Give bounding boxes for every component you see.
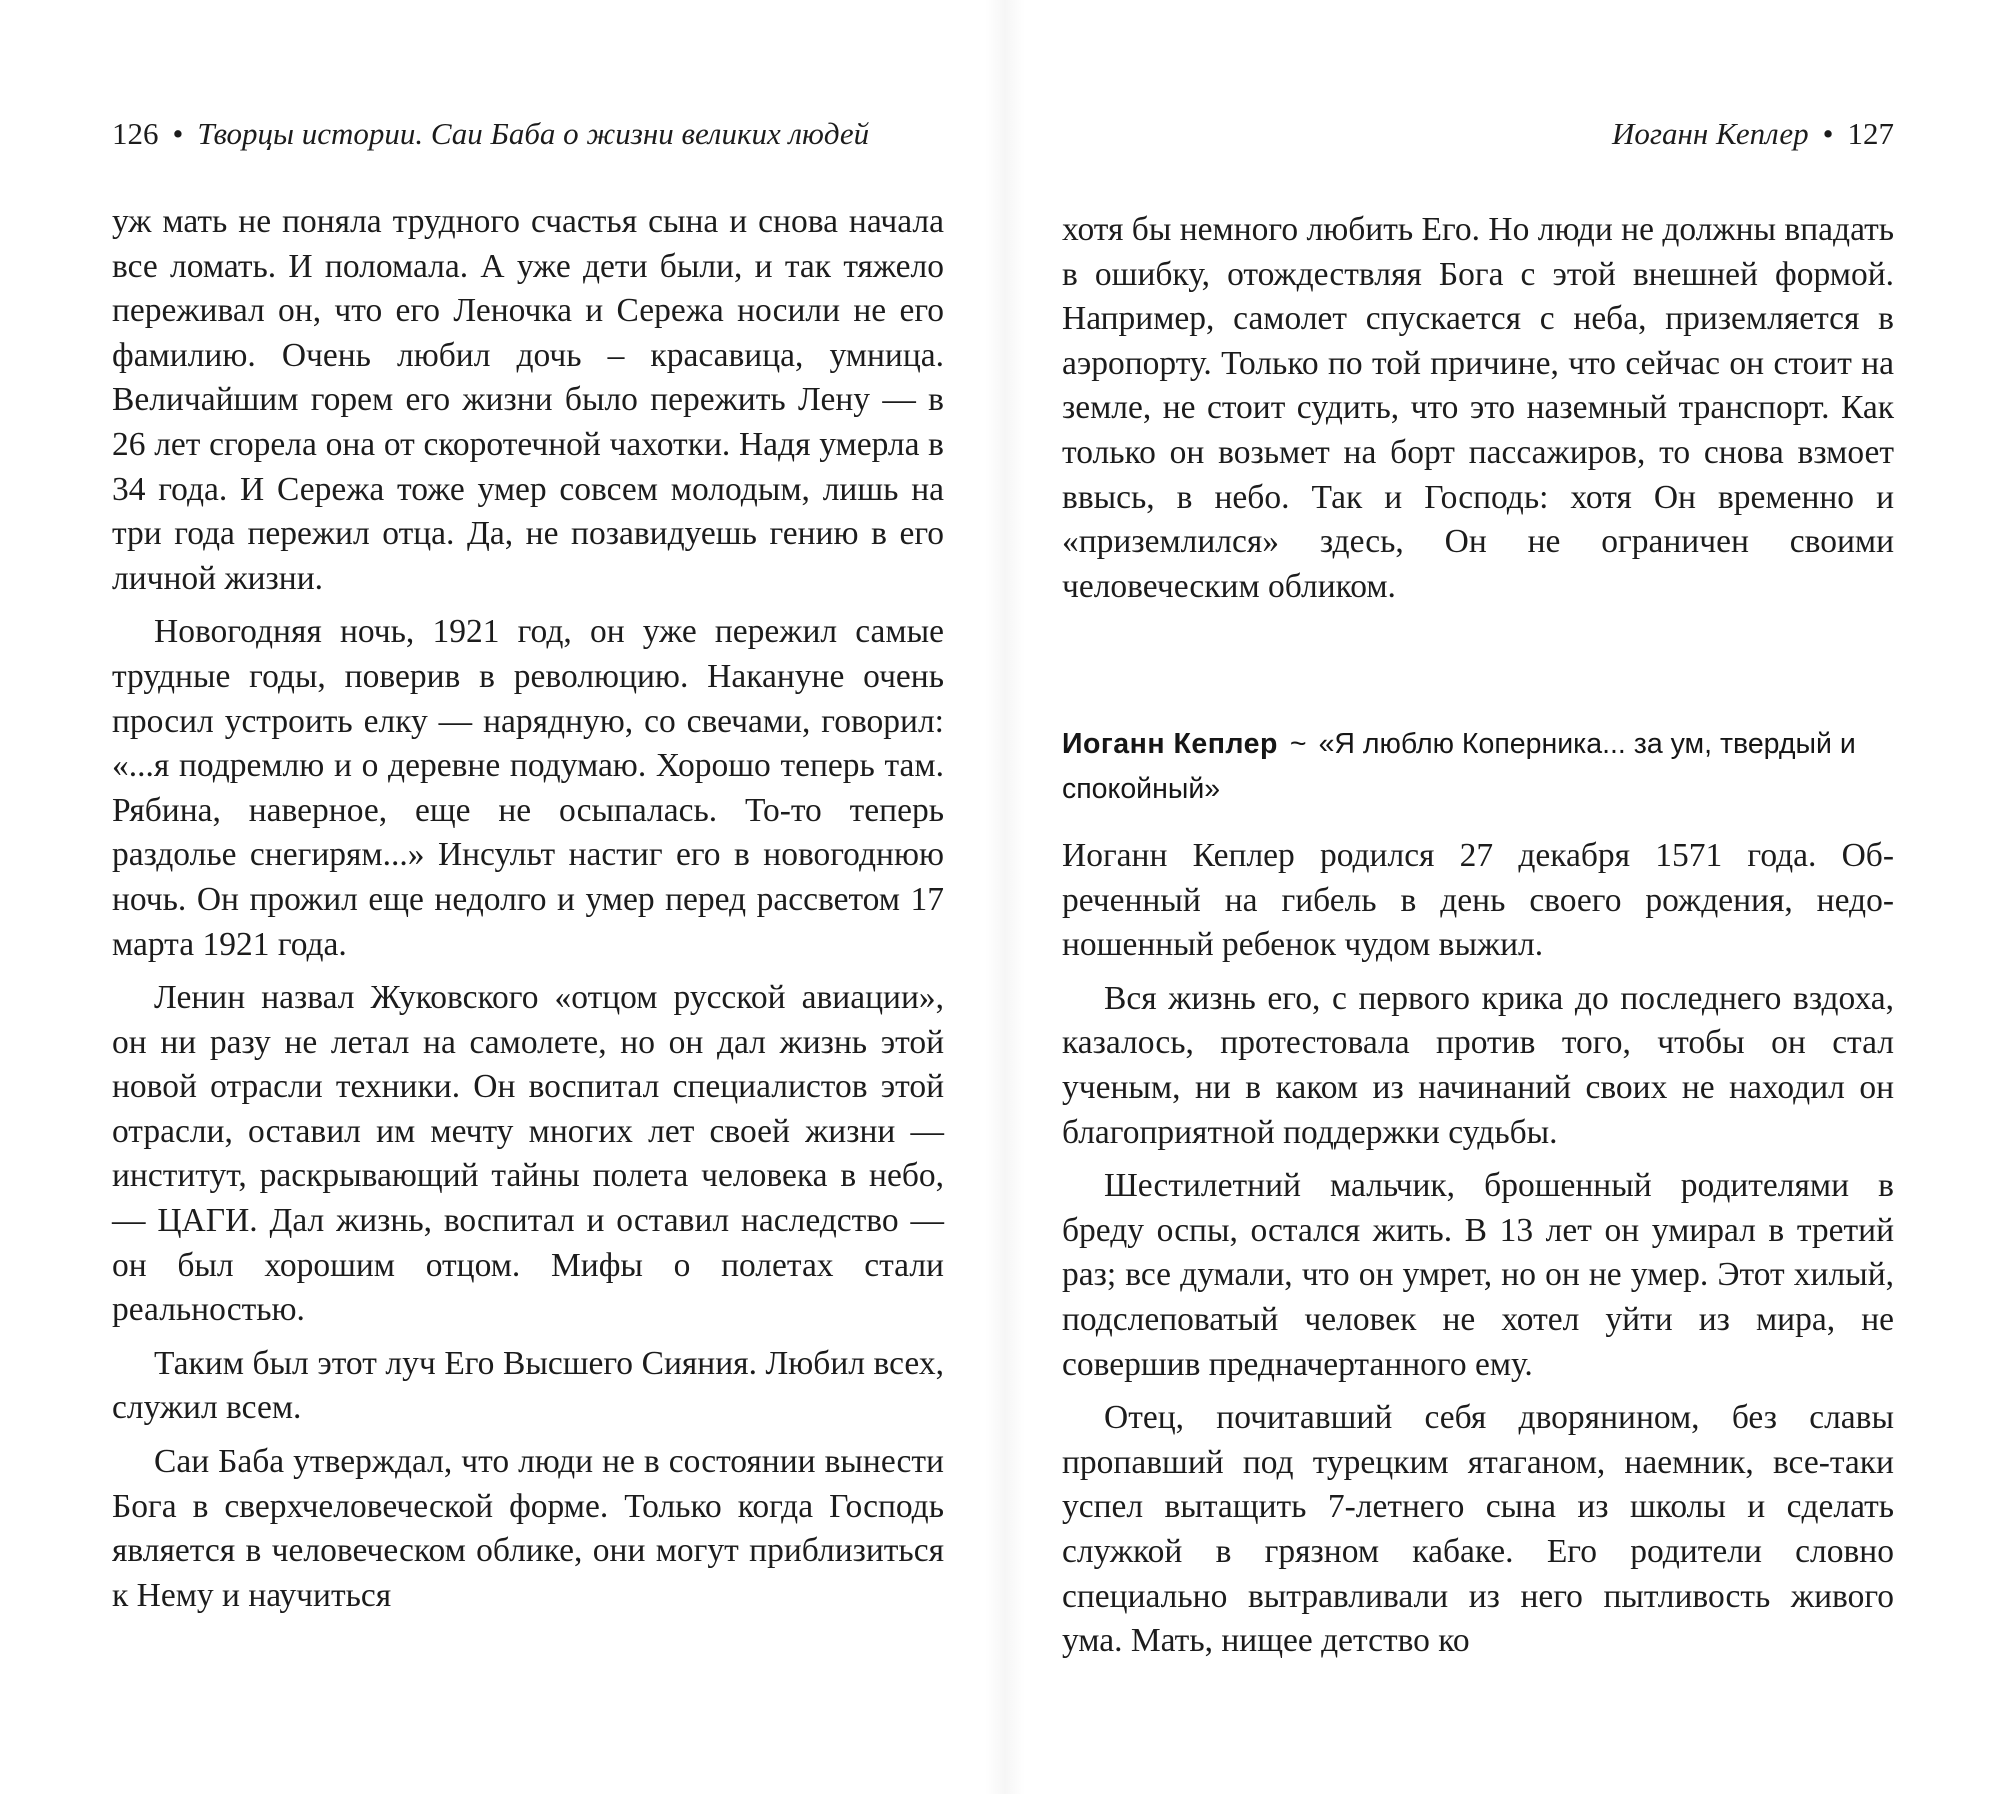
- right-page-number: 127: [1847, 116, 1894, 151]
- right-running-head: [1062, 114, 1894, 154]
- section-heading-quote: «Я люблю Коперника... за ум, твердый и спокойный»: [1062, 728, 1856, 805]
- right-paragraph-1: Иоганн Кеплер родился 27 декабря 1571 года. Обреченный на гибель в день своего рождения, недоношенный ребенок чудом выжил.: [1062, 837, 1894, 964]
- right-page: [1062, 0, 1894, 1794]
- chapter-title: Иоганн Кеплер: [1612, 116, 1809, 151]
- left-paragraph-4: Таким был этот луч Его Высшего Сияния. Любил всех, служил всем.: [112, 1344, 944, 1427]
- left-running-head: [112, 114, 944, 154]
- right-continuation-paragraph: хотя бы немного любить Его. Но люди не должны впадать в ошибку, отождествляя Бога с этой внешней формой. Например, самолет спускается с неба, приземляется в аэропорту. Только по той причине, что сейчас он стоит на земле, не стоит судить, что это наземный транспорт. Как только он возьмет на борт пассажиров, то снова взмоет ввысь, в небо. Так и Господь: хотя Он временно и «приземлился» здесь, Он не ограничен своими человеческим обликом.: [1062, 211, 1894, 605]
- section-heading: [1062, 722, 1894, 812]
- right-body-text: [1062, 834, 1894, 1673]
- section-heading-name: Иоганн Кеплер: [1062, 728, 1278, 760]
- left-paragraph-1: уж мать не поняла трудного счастья сына и снова начала все ломать. И поломала. А уже дети были, и так тяжело переживал он, что его Леночка и Сережа носили не его фамилию. Очень любил дочь – красавица, умница. Величайшим горем его жизни было пережить Лену — в 26 лет сгорела она от скоротечной чахотки. Надя умерла в 34 года. И Сережа тоже умер совсем молодым, лишь на три года пережил отца. Да, не позавидуешь гению в его личной жизни.: [112, 203, 944, 597]
- right-head-separator: •: [1822, 116, 1834, 151]
- right-top-text: [1062, 208, 1894, 618]
- left-page: [112, 0, 944, 1794]
- right-paragraph-4: Отец, почитавший себя дворянином, без славы пропавший под турецким ятаганом, наемник, все-таки успел вытащить 7-летнего сына из школы и сделать служкой в грязном кабаке. Его родители словно специально вытравливали из него пытливость живого ума. Мать, нищее детство ко: [1062, 1399, 1894, 1660]
- left-body-text: [112, 200, 944, 1627]
- left-paragraph-2: Новогодняя ночь, 1921 год, он уже пережил самые трудные годы, поверив в революцию. Накануне очень просил устроить елку — нарядную, со свечами, говорил: «...я подремлю и о деревне подумаю. Хорошо теперь там. Рябина, наверное, еще не осыпалась. То-то теперь раздолье снегирям...» Инсульт настиг его в новогоднюю ночь. Он прожил еще недолго и умер перед рассветом 17 марта 1921 года.: [112, 613, 944, 963]
- book-title: Творцы истории. Саи Баба о жизни великих людей: [197, 116, 870, 151]
- section-heading-separator: ~: [1289, 728, 1307, 760]
- left-page-number: 126: [112, 116, 159, 151]
- right-paragraph-2: Вся жизнь его, с первого крика до последнего вздоха, казалось, протестовала против того, чтобы он стал ученым, ни в каком из начинаний своих не находил он благоприятной поддержки судьбы.: [1062, 979, 1894, 1151]
- left-head-separator: •: [172, 116, 184, 151]
- left-paragraph-3: Ленин назвал Жуковского «отцом русской авиации», он ни разу не летал на самолете, но он дал жизнь этой новой отрасли техники. Он воспитал специалистов этой отрасли, оставил им мечту многих лет своей жизни — институт, раскрывающий тайны полета человека в небо, — ЦАГИ. Дал жизнь, воспитал и оставил наследство — он был хорошим отцом. Мифы о полетах стали реальностью.: [112, 979, 944, 1329]
- left-paragraph-5: Саи Баба утверждал, что люди не в состоянии вынести Бога в сверхчеловеческой форме. Только когда Господь является в человеческом облике, они могут приблизиться к Нему и научиться: [112, 1443, 944, 1614]
- right-paragraph-3: Шестилетний мальчик, брошенный родителями в бреду оспы, остался жить. В 13 лет он умирал в третий раз; все думали, что он умрет, но он не умер. Этот хилый, подслеповатый человек не хотел уйти из мира, не совершив предначертанного ему.: [1062, 1167, 1894, 1383]
- book-gutter: [985, 0, 1025, 1794]
